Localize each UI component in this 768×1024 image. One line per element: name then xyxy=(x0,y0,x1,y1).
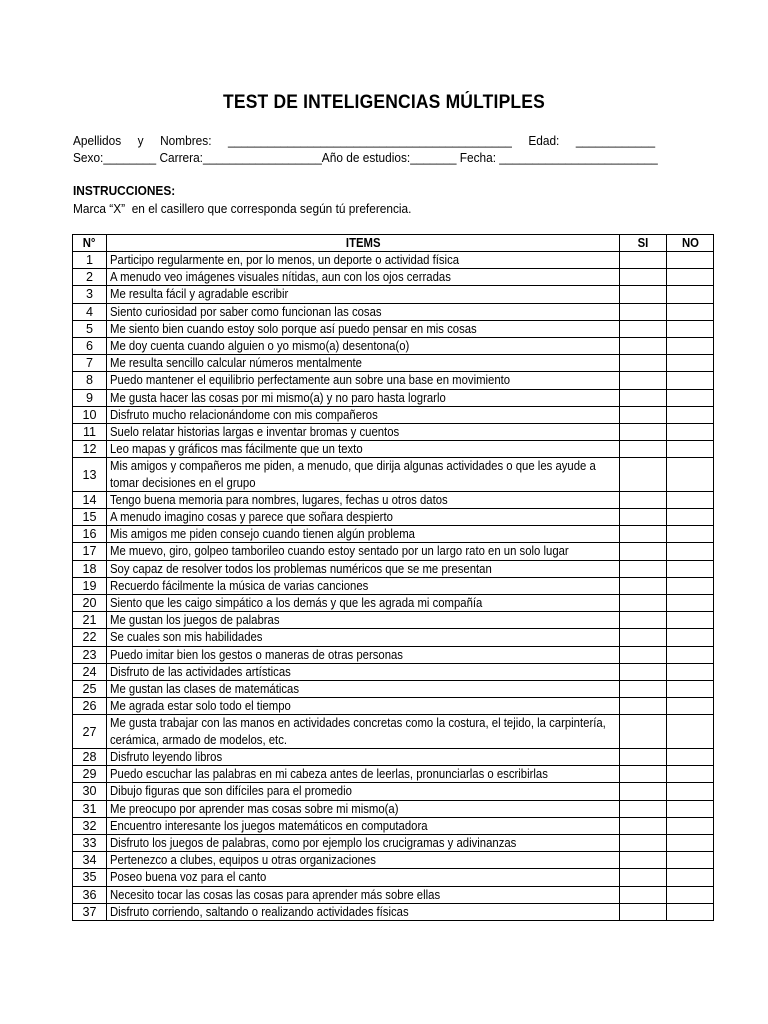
item-number: 9 xyxy=(73,389,107,406)
item-text: Disfruto leyendo libros xyxy=(110,749,223,764)
answer-si-box[interactable] xyxy=(620,543,667,560)
answer-si-box[interactable] xyxy=(620,389,667,406)
item-text-cell xyxy=(107,834,620,851)
item-text-cell xyxy=(107,458,620,491)
answer-no-box[interactable] xyxy=(667,252,714,269)
answer-no-box[interactable] xyxy=(667,303,714,320)
item-text-cell xyxy=(107,595,620,612)
answer-si-box[interactable] xyxy=(620,681,667,698)
table-row xyxy=(73,595,714,612)
item-text: Me resulta fácil y agradable escribir xyxy=(110,287,289,302)
answer-si-box[interactable] xyxy=(620,441,667,458)
item-text-cell xyxy=(107,852,620,869)
table-row xyxy=(73,817,714,834)
item-number: 34 xyxy=(73,852,107,869)
item-text-cell xyxy=(107,715,620,748)
item-number: 27 xyxy=(73,715,107,748)
item-number: 5 xyxy=(73,320,107,337)
item-number: 20 xyxy=(73,595,107,612)
instructions-text: Marca “X” en el casillero que corresponda según tú preferencia. xyxy=(73,201,412,216)
item-text: Dibujo figuras que son difíciles para el promedio xyxy=(110,784,352,799)
item-number: 35 xyxy=(73,869,107,886)
name-age-line: Apellidos y Nombres: ___________________________________________ Edad: ____________ xyxy=(73,133,656,148)
item-text-cell xyxy=(107,783,620,800)
table-row xyxy=(73,903,714,920)
table-row xyxy=(73,372,714,389)
item-text-cell xyxy=(107,252,620,269)
item-number: 4 xyxy=(73,303,107,320)
item-text: Me siento bien cuando estoy solo porque así puedo pensar en mis cosas xyxy=(110,321,477,336)
item-text-cell xyxy=(107,577,620,594)
table-row xyxy=(73,509,714,526)
answer-no-box[interactable] xyxy=(667,389,714,406)
answer-no-box[interactable] xyxy=(667,320,714,337)
item-number: 21 xyxy=(73,612,107,629)
item-text: Leo mapas y gráficos mas fácilmente que un texto xyxy=(110,442,363,457)
item-text: Siento que les caigo simpático a los demás y que les agrada mi compañía xyxy=(110,596,483,611)
answer-no-box[interactable] xyxy=(667,646,714,663)
item-text: A menudo imagino cosas y parece que soñara despierto xyxy=(110,510,393,525)
answer-si-box[interactable] xyxy=(620,595,667,612)
header-number: N° xyxy=(73,235,107,252)
table-row xyxy=(73,800,714,817)
item-number: 29 xyxy=(73,766,107,783)
answer-si-box[interactable] xyxy=(620,852,667,869)
answer-no-box[interactable] xyxy=(667,269,714,286)
table-row xyxy=(73,560,714,577)
item-text: Mis amigos y compañeros me piden, a menudo, que dirija algunas actividades o que les ayude a tomar decisiones en el grupo xyxy=(110,459,596,490)
item-text: Me muevo, giro, golpeo tamborileo cuando estoy sentado por un largo rato en un solo lugar xyxy=(110,544,569,559)
item-text-cell xyxy=(107,491,620,508)
answer-no-box[interactable] xyxy=(667,869,714,886)
answer-no-box[interactable] xyxy=(667,766,714,783)
answer-no-box[interactable] xyxy=(667,560,714,577)
item-text-cell xyxy=(107,817,620,834)
item-number: 23 xyxy=(73,646,107,663)
item-text: Puedo mantener el equilibrio perfectamente aun sobre una base en movimiento xyxy=(110,373,511,388)
table-row xyxy=(73,852,714,869)
answer-si-box[interactable] xyxy=(620,800,667,817)
item-number: 12 xyxy=(73,441,107,458)
table-row xyxy=(73,424,714,441)
table-row xyxy=(73,698,714,715)
table-row xyxy=(73,269,714,286)
answer-si-box[interactable] xyxy=(620,406,667,423)
answer-no-box[interactable] xyxy=(667,338,714,355)
sex-career-date-line: Sexo:________ Carrera:__________________Año de estudios:_______ Fecha: ________________________ xyxy=(73,150,658,165)
item-text-cell xyxy=(107,543,620,560)
item-text-cell xyxy=(107,766,620,783)
item-text-cell xyxy=(107,389,620,406)
answer-si-box[interactable] xyxy=(620,560,667,577)
answer-si-box[interactable] xyxy=(620,372,667,389)
item-number: 11 xyxy=(73,424,107,441)
table-row xyxy=(73,577,714,594)
answer-si-box[interactable] xyxy=(620,303,667,320)
page-title: TEST DE INTELIGENCIAS MÚLTIPLES xyxy=(223,92,545,113)
item-number: 7 xyxy=(73,355,107,372)
answer-si-box[interactable] xyxy=(620,663,667,680)
item-number: 8 xyxy=(73,372,107,389)
answer-si-box[interactable] xyxy=(620,612,667,629)
item-text-cell xyxy=(107,646,620,663)
answer-no-box[interactable] xyxy=(667,424,714,441)
item-text-cell xyxy=(107,424,620,441)
answer-no-box[interactable] xyxy=(667,834,714,851)
item-text: Tengo buena memoria para nombres, lugares, fechas u otros datos xyxy=(110,492,448,507)
answer-no-box[interactable] xyxy=(667,715,714,748)
answer-si-box[interactable] xyxy=(620,817,667,834)
answer-no-box[interactable] xyxy=(667,629,714,646)
item-text: Disfruto mucho relacionándome con mis compañeros xyxy=(110,407,378,422)
answer-si-box[interactable] xyxy=(620,491,667,508)
answer-si-box[interactable] xyxy=(620,869,667,886)
item-text: Me gustan las clases de matemáticas xyxy=(110,682,299,697)
answer-no-box[interactable] xyxy=(667,491,714,508)
answer-no-box[interactable] xyxy=(667,800,714,817)
item-text-cell xyxy=(107,320,620,337)
header-items: ITEMS xyxy=(107,235,620,252)
table-row xyxy=(73,338,714,355)
answer-no-box[interactable] xyxy=(667,612,714,629)
answer-no-box[interactable] xyxy=(667,355,714,372)
item-text: Siento curiosidad por saber como funcionan las cosas xyxy=(110,304,382,319)
item-text: Mis amigos me piden consejo cuando tienen algún problema xyxy=(110,527,415,542)
item-text: Recuerdo fácilmente la música de varias canciones xyxy=(110,578,369,593)
answer-si-box[interactable] xyxy=(620,766,667,783)
item-number: 28 xyxy=(73,748,107,765)
item-text: Disfruto corriendo, saltando o realizando actividades físicas xyxy=(110,904,409,919)
table-row xyxy=(73,526,714,543)
table-row xyxy=(73,681,714,698)
answer-si-box[interactable] xyxy=(620,286,667,303)
item-number: 18 xyxy=(73,560,107,577)
item-number: 3 xyxy=(73,286,107,303)
answer-si-box[interactable] xyxy=(620,355,667,372)
answer-no-box[interactable] xyxy=(667,526,714,543)
item-number: 30 xyxy=(73,783,107,800)
answer-no-box[interactable] xyxy=(667,441,714,458)
item-text: Pertenezco a clubes, equipos u otras organizaciones xyxy=(110,853,376,868)
answer-si-box[interactable] xyxy=(620,646,667,663)
item-number: 24 xyxy=(73,663,107,680)
table-row xyxy=(73,869,714,886)
table-row xyxy=(73,303,714,320)
item-text-cell xyxy=(107,355,620,372)
item-text: Me gusta trabajar con las manos en actividades concretas como la costura, el tejido, la carpintería, cerámica, armado de modelos, etc. xyxy=(110,716,606,747)
item-text: Me gusta hacer las cosas por mi mismo(a) y no paro hasta lograrlo xyxy=(110,390,446,405)
item-number: 16 xyxy=(73,526,107,543)
item-text-cell xyxy=(107,663,620,680)
answer-si-box[interactable] xyxy=(620,526,667,543)
item-text: Puedo imitar bien los gestos o maneras de otras personas xyxy=(110,647,403,662)
instructions-heading: INSTRUCCIONES: xyxy=(73,183,176,198)
item-text: Me agrada estar solo todo el tiempo xyxy=(110,699,291,714)
item-text: Me gustan los juegos de palabras xyxy=(110,613,280,628)
item-text: Disfruto de las actividades artísticas xyxy=(110,664,291,679)
table-row xyxy=(73,646,714,663)
answer-si-box[interactable] xyxy=(620,509,667,526)
answer-no-box[interactable] xyxy=(667,817,714,834)
item-number: 32 xyxy=(73,817,107,834)
item-number: 15 xyxy=(73,509,107,526)
answer-si-box[interactable] xyxy=(620,783,667,800)
table-row xyxy=(73,441,714,458)
item-text-cell xyxy=(107,303,620,320)
item-text: Puedo escuchar las palabras en mi cabeza antes de leerlas, pronunciarlas o escribirlas xyxy=(110,767,548,782)
item-number: 10 xyxy=(73,406,107,423)
item-text-cell xyxy=(107,526,620,543)
item-text: Disfruto los juegos de palabras, como por ejemplo los crucigramas y adivinanzas xyxy=(110,835,517,850)
answer-si-box[interactable] xyxy=(620,715,667,748)
answer-no-box[interactable] xyxy=(667,286,714,303)
answer-si-box[interactable] xyxy=(620,698,667,715)
item-text: A menudo veo imágenes visuales nítidas, aun con los ojos cerradas xyxy=(110,270,451,285)
table-row xyxy=(73,766,714,783)
table-header-row xyxy=(73,235,714,252)
answer-si-box[interactable] xyxy=(620,748,667,765)
table-row xyxy=(73,663,714,680)
item-text-cell xyxy=(107,441,620,458)
answer-no-box[interactable] xyxy=(667,886,714,903)
item-text-cell xyxy=(107,286,620,303)
table-row xyxy=(73,612,714,629)
answer-si-box[interactable] xyxy=(620,338,667,355)
item-number: 17 xyxy=(73,543,107,560)
answer-no-box[interactable] xyxy=(667,509,714,526)
item-text-cell xyxy=(107,869,620,886)
item-text-cell xyxy=(107,629,620,646)
answer-no-box[interactable] xyxy=(667,681,714,698)
item-text: Soy capaz de resolver todos los problemas numéricos que se me presentan xyxy=(110,561,492,576)
table-row xyxy=(73,748,714,765)
item-text-cell xyxy=(107,560,620,577)
item-text: Poseo buena voz para el canto xyxy=(110,870,267,885)
item-number: 19 xyxy=(73,577,107,594)
header-no: NO xyxy=(667,235,714,252)
answer-no-box[interactable] xyxy=(667,372,714,389)
table-row xyxy=(73,458,714,491)
table-row xyxy=(73,834,714,851)
item-text-cell xyxy=(107,372,620,389)
item-text: Me resulta sencillo calcular números mentalmente xyxy=(110,356,362,371)
item-text-cell xyxy=(107,748,620,765)
answer-no-box[interactable] xyxy=(667,543,714,560)
item-number: 31 xyxy=(73,800,107,817)
items-table xyxy=(72,234,714,921)
item-text-cell xyxy=(107,338,620,355)
item-text-cell xyxy=(107,698,620,715)
item-text-cell xyxy=(107,886,620,903)
item-number: 1 xyxy=(73,252,107,269)
item-text: Suelo relatar historias largas e inventar bromas y cuentos xyxy=(110,425,400,440)
answer-no-box[interactable] xyxy=(667,458,714,491)
answer-si-box[interactable] xyxy=(620,424,667,441)
table-row xyxy=(73,252,714,269)
table-row xyxy=(73,543,714,560)
answer-si-box[interactable] xyxy=(620,320,667,337)
table-row xyxy=(73,355,714,372)
table-row xyxy=(73,715,714,748)
answer-no-box[interactable] xyxy=(667,698,714,715)
item-number: 25 xyxy=(73,681,107,698)
answer-no-box[interactable] xyxy=(667,577,714,594)
item-text: Participo regularmente en, por lo menos, un deporte o actividad física xyxy=(110,253,460,267)
answer-si-box[interactable] xyxy=(620,903,667,920)
table-row xyxy=(73,886,714,903)
table-row xyxy=(73,491,714,508)
answer-si-box[interactable] xyxy=(620,886,667,903)
answer-no-box[interactable] xyxy=(667,748,714,765)
table-row xyxy=(73,629,714,646)
answer-no-box[interactable] xyxy=(667,852,714,869)
item-text-cell xyxy=(107,681,620,698)
item-number: 33 xyxy=(73,834,107,851)
table-row xyxy=(73,320,714,337)
table-row xyxy=(73,286,714,303)
item-text-cell xyxy=(107,612,620,629)
answer-no-box[interactable] xyxy=(667,663,714,680)
answer-si-box[interactable] xyxy=(620,834,667,851)
item-text-cell xyxy=(107,509,620,526)
item-number: 6 xyxy=(73,338,107,355)
item-text: Se cuales son mis habilidades xyxy=(110,630,263,645)
item-text: Me doy cuenta cuando alguien o yo mismo(a) desentona(o) xyxy=(110,339,410,354)
answer-si-box[interactable] xyxy=(620,269,667,286)
answer-no-box[interactable] xyxy=(667,595,714,612)
item-number: 22 xyxy=(73,629,107,646)
item-number: 13 xyxy=(73,458,107,491)
answer-no-box[interactable] xyxy=(667,406,714,423)
item-text-cell xyxy=(107,903,620,920)
item-text-cell xyxy=(107,800,620,817)
answer-si-box[interactable] xyxy=(620,458,667,491)
item-text: Necesito tocar las cosas las cosas para aprender más sobre ellas xyxy=(110,887,441,902)
item-number: 36 xyxy=(73,886,107,903)
table-row xyxy=(73,783,714,800)
item-number: 2 xyxy=(73,269,107,286)
answer-no-box[interactable] xyxy=(667,783,714,800)
item-number: 37 xyxy=(73,903,107,920)
answer-si-box[interactable] xyxy=(620,629,667,646)
answer-no-box[interactable] xyxy=(667,903,714,920)
table-row xyxy=(73,406,714,423)
item-text: Me preocupo por aprender mas cosas sobre mi mismo(a) xyxy=(110,801,399,816)
answer-si-box[interactable] xyxy=(620,252,667,269)
answer-si-box[interactable] xyxy=(620,577,667,594)
item-number: 26 xyxy=(73,698,107,715)
table-row xyxy=(73,389,714,406)
header-si: SI xyxy=(620,235,667,252)
item-text-cell xyxy=(107,269,620,286)
item-text: Encuentro interesante los juegos matemáticos en computadora xyxy=(110,818,428,833)
item-text-cell xyxy=(107,406,620,423)
item-number: 14 xyxy=(73,491,107,508)
